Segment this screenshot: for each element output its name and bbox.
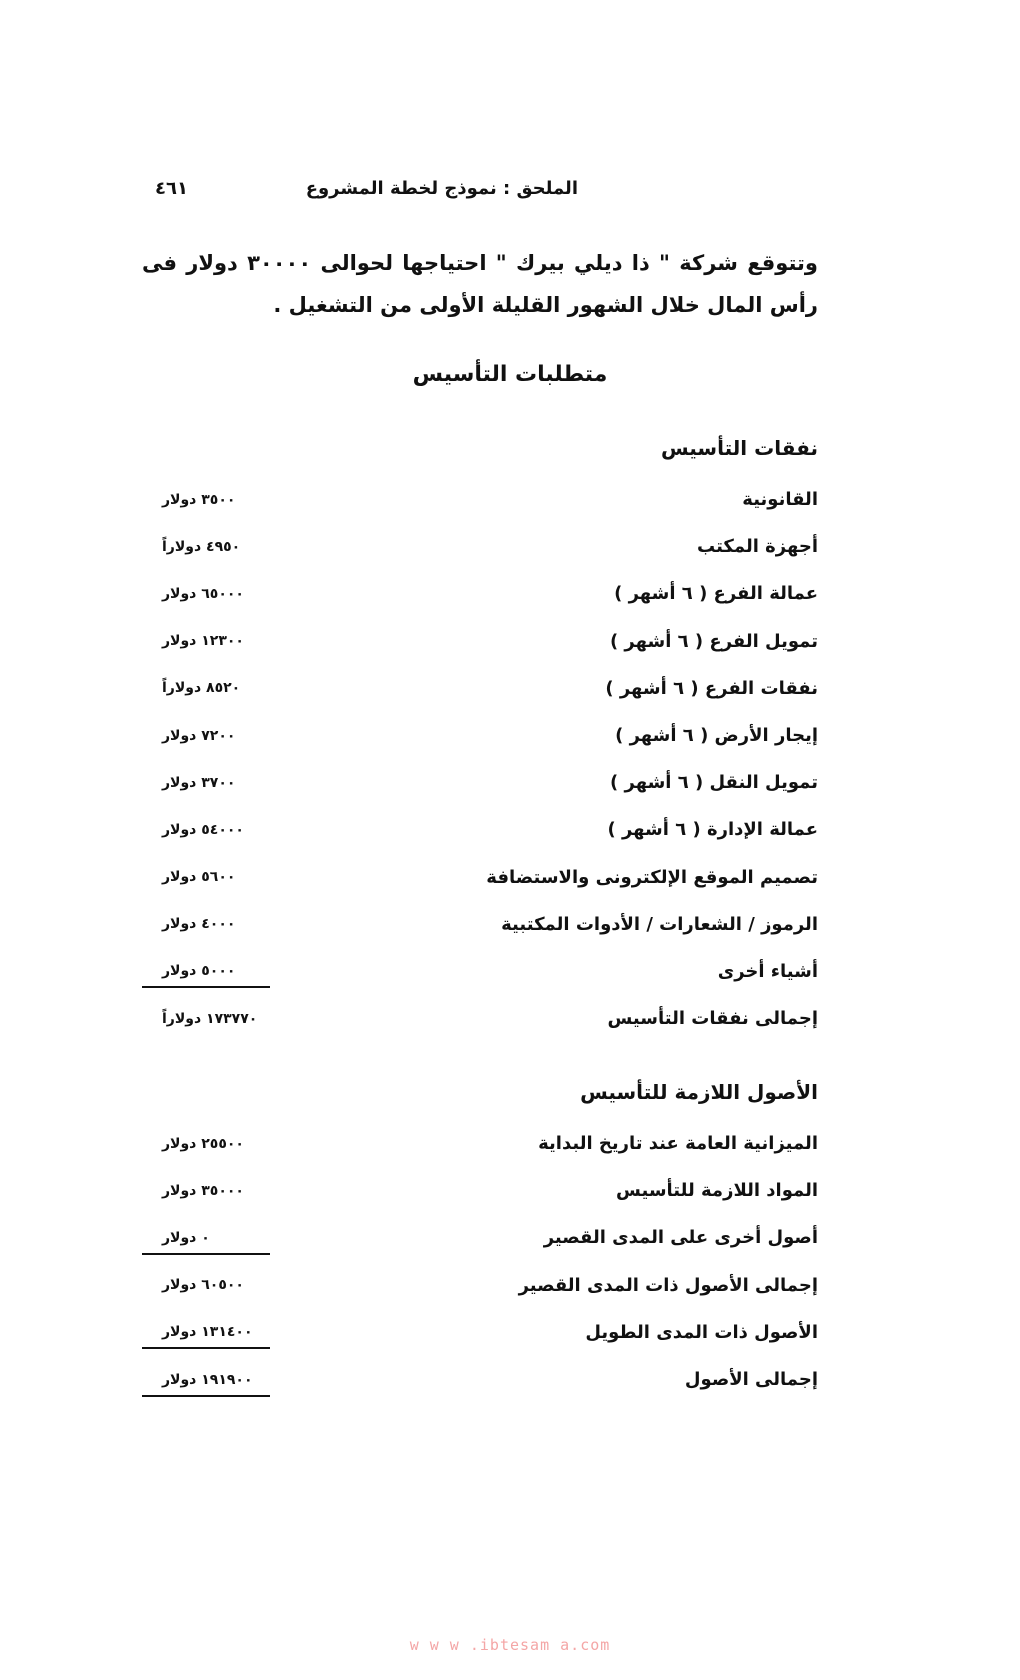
row-value-underlined: ٠ دولار bbox=[142, 1230, 270, 1246]
row-value: ٣٥٠٠٠ دولار bbox=[162, 1182, 244, 1199]
total-value: ١٧٣٧٧٠ دولاراً bbox=[162, 1010, 258, 1027]
running-header bbox=[140, 178, 828, 208]
watermark: w w w .ibtesam a.com bbox=[409, 1636, 611, 1654]
table-row bbox=[142, 759, 818, 806]
table-row bbox=[142, 523, 818, 570]
subtotal-label: إجمالى الأصول ذات المدى القصير bbox=[518, 1274, 818, 1296]
table-row bbox=[142, 901, 818, 948]
subtotal-value: ٦٠٥٠٠ دولار bbox=[162, 1277, 244, 1294]
table-row bbox=[142, 665, 818, 712]
table-row bbox=[142, 1120, 818, 1167]
table-row bbox=[142, 948, 818, 995]
row-label: عمالة الإدارة ( ٦ أشهر ) bbox=[607, 819, 818, 841]
row-value: ٨٥٢٠ دولاراً bbox=[162, 680, 241, 697]
table-row bbox=[142, 618, 818, 665]
table-row bbox=[142, 476, 818, 523]
row-label: الميزانية العامة عند تاريخ البداية bbox=[538, 1133, 818, 1155]
table-row-total bbox=[142, 995, 818, 1042]
startup-assets-heading: الأصول اللازمة للتأسيس bbox=[580, 1080, 818, 1104]
table-row bbox=[142, 1309, 818, 1356]
row-label: المواد اللازمة للتأسيس bbox=[616, 1180, 818, 1202]
row-label: أصول أخرى على المدى القصير bbox=[543, 1227, 818, 1249]
table-row bbox=[142, 1214, 818, 1261]
row-label: تصميم الموقع الإلكترونى والاستضافة bbox=[486, 866, 818, 888]
row-value: ٣٥٠٠ دولار bbox=[162, 491, 236, 508]
row-label: عمالة الفرع ( ٦ أشهر ) bbox=[614, 583, 818, 605]
startup-assets-table bbox=[142, 1072, 818, 1403]
row-value: ٧٢٠٠ دولار bbox=[162, 727, 236, 744]
row-value: ٤٠٠٠ دولار bbox=[162, 916, 236, 933]
table-row bbox=[142, 806, 818, 853]
row-value: ٥٦٠٠ دولار bbox=[162, 869, 236, 886]
intro-paragraph: وتتوقع شركة " ذا ديلي بيرك " احتياجها لحوالى ٣٠٠٠٠ دولار فى رأس المال خلال الشهور القليلة الأولى من التشغيل . bbox=[142, 251, 818, 317]
row-label: إيجار الأرض ( ٦ أشهر ) bbox=[615, 725, 818, 747]
row-label: القانونية bbox=[742, 489, 818, 511]
row-value: ٤٩٥٠ دولاراً bbox=[162, 538, 241, 555]
row-label: أشياء أخرى bbox=[717, 960, 818, 982]
row-label: تمويل النقل ( ٦ أشهر ) bbox=[610, 772, 818, 794]
table-row-total bbox=[142, 1356, 818, 1403]
row-label: نفقات الفرع ( ٦ أشهر ) bbox=[605, 677, 818, 699]
row-value: ١٢٣٠٠ دولار bbox=[162, 633, 244, 650]
startup-expenses-table bbox=[142, 428, 818, 1042]
row-label: الأصول ذات المدى الطويل bbox=[585, 1321, 818, 1343]
row-value-underlined: ١٣١٤٠٠ دولار bbox=[142, 1324, 270, 1340]
running-title: الملحق : نموذج لخطة المشروع bbox=[305, 178, 578, 199]
row-value: ٣٧٠٠ دولار bbox=[162, 774, 236, 791]
table-row bbox=[142, 854, 818, 901]
table-row bbox=[142, 712, 818, 759]
table-row bbox=[142, 1167, 818, 1214]
total-value: ١٩١٩٠٠ دولار bbox=[142, 1372, 270, 1388]
page-number: ٤٦١ bbox=[155, 178, 188, 199]
total-label: إجمالى الأصول bbox=[684, 1369, 818, 1391]
total-label: إجمالى نفقات التأسيس bbox=[607, 1008, 818, 1030]
startup-expenses-heading: نفقات التأسيس bbox=[660, 436, 818, 460]
table-row-subtotal bbox=[142, 1262, 818, 1309]
row-value-underlined: ٥٠٠٠ دولار bbox=[142, 963, 270, 979]
row-label: أجهزة المكتب bbox=[697, 536, 818, 558]
row-value: ٦٥٠٠٠ دولار bbox=[162, 585, 244, 602]
section-title: متطلبات التأسيس bbox=[412, 362, 608, 387]
row-value: ٢٥٥٠٠ دولار bbox=[162, 1135, 244, 1152]
row-label: الرموز / الشعارات / الأدوات المكتبية bbox=[501, 913, 818, 935]
row-value: ٥٤٠٠٠ دولار bbox=[162, 821, 244, 838]
table-row bbox=[142, 570, 818, 617]
row-label: تمويل الفرع ( ٦ أشهر ) bbox=[609, 630, 818, 652]
